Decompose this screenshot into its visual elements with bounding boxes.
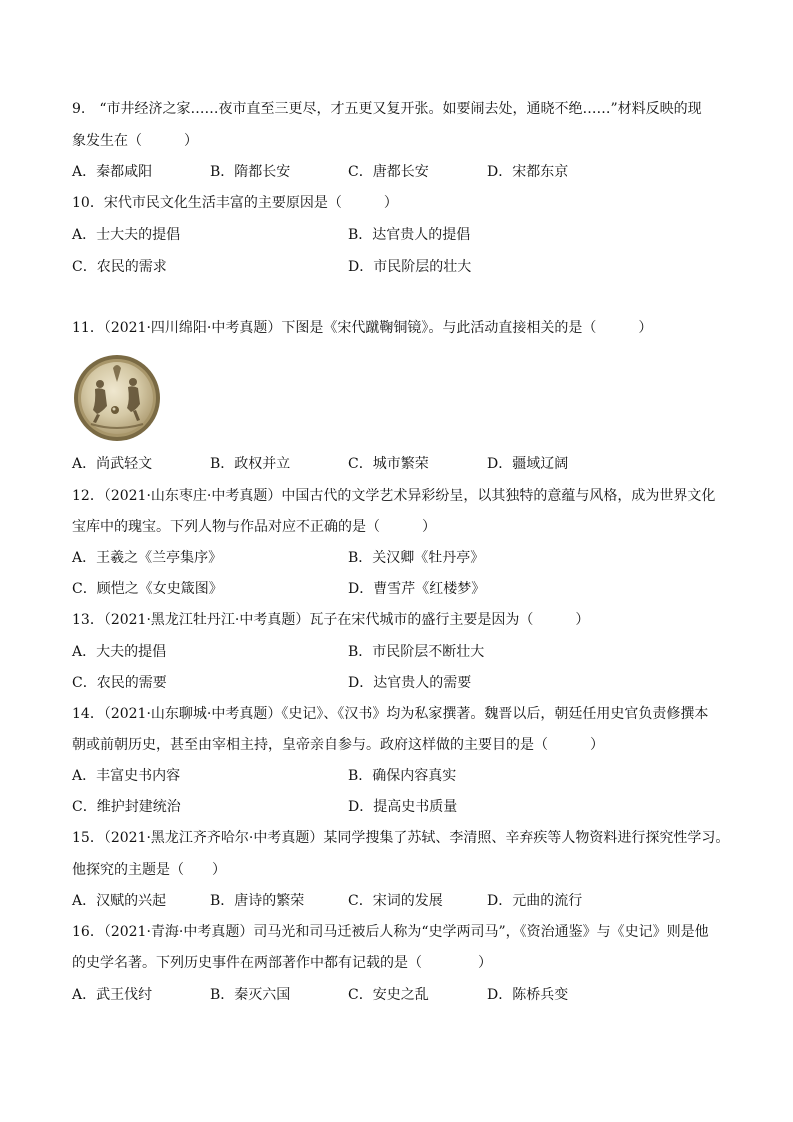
q14-option-b: B．确保内容真实 [348, 768, 457, 784]
q14-option-c: C．维护封建统治 [72, 799, 181, 815]
q11-option-c: C．城市繁荣 [348, 456, 429, 472]
q12-stem-line1: 12．（2021·山东枣庄·中考真题）中国古代的文学艺术异彩纷呈，以其独特的意蕴与风格，成为世界文化 [72, 488, 716, 504]
q9-option-a: A．秦都咸阳 [72, 164, 153, 180]
q11-stem: 11．（2021·四川绵阳·中考真题）下图是《宋代蹴鞠铜镜》。与此活动直接相关的是（ ） [72, 320, 653, 336]
q15-option-a: A．汉赋的兴起 [72, 893, 167, 909]
q13-option-b: B．市民阶层不断壮大 [348, 644, 485, 660]
q12-option-c: C．顾恺之《女史箴图》 [72, 581, 223, 597]
q9-option-d: D．宋都东京 [487, 164, 569, 180]
q10-stem: 10．宋代市民文化生活丰富的主要原因是（ ） [72, 195, 398, 211]
q14-stem-line2: 朝或前朝历史，甚至由宰相主持，皇帝亲自参与。政府这样做的主要目的是（ ） [72, 737, 604, 753]
q11-option-b: B．政权并立 [210, 456, 291, 472]
q16-stem-line2: 的史学名著。下列历史事件在两部著作中都有记载的是（ ） [72, 955, 492, 971]
q13-option-a: A．大夫的提倡 [72, 644, 167, 660]
q12-option-d: D．曹雪芹《红楼梦》 [348, 581, 486, 597]
q14-option-a: A．丰富史书内容 [72, 768, 181, 784]
q15-stem-line2: 他探究的主题是（ ） [72, 862, 226, 878]
q14-option-d: D．提高史书质量 [348, 799, 458, 815]
q12-stem-line2: 宝库中的瑰宝。下列人物与作品对应不正确的是（ ） [72, 519, 436, 535]
q9-stem-line1: 9. “市井经济之家……夜市直至三更尽，才五更又复开张。如要闹去处，通晓不绝……”材料反映的现 [72, 101, 702, 117]
q16-option-a: A．武王伐纣 [72, 987, 153, 1003]
q11-option-a: A．尚武轻文 [72, 456, 153, 472]
q9-option-c: C．唐都长安 [348, 164, 429, 180]
q16-stem-line1: 16．（2021·青海·中考真题）司马光和司马迁被后人称为“史学两司马”，《资治通鉴》与《史记》则是他 [72, 924, 709, 940]
q9-option-b: B．隋都长安 [210, 164, 291, 180]
bronze-mirror-image [73, 354, 161, 442]
q13-stem: 13．（2021·黑龙江牡丹江·中考真题）瓦子在宋代城市的盛行主要是因为（ ） [72, 612, 590, 628]
q10-option-b: B．达官贵人的提倡 [348, 227, 471, 243]
q13-option-d: D．达官贵人的需要 [348, 675, 472, 691]
q14-stem-line1: 14．（2021·山东聊城·中考真题）《史记》、《汉书》均为私家撰著。魏晋以后，朝廷任用史官负责修撰本 [72, 706, 709, 722]
q15-option-b: B．唐诗的繁荣 [210, 893, 305, 909]
q16-option-b: B．秦灭六国 [210, 987, 291, 1003]
q10-option-c: C．农民的需求 [72, 259, 167, 275]
q12-option-a: A．王羲之《兰亭集序》 [72, 550, 223, 566]
q15-option-c: C．宋词的发展 [348, 893, 443, 909]
q15-option-d: D．元曲的流行 [487, 893, 583, 909]
q9-stem-line2: 象发生在（ ） [72, 133, 198, 149]
q11-option-d: D．疆域辽阔 [487, 456, 569, 472]
q10-option-a: A．士大夫的提倡 [72, 227, 181, 243]
q16-option-c: C．安史之乱 [348, 987, 429, 1003]
q12-option-b: B．关汉卿《牡丹亭》 [348, 550, 485, 566]
q15-stem-line1: 15．（2021·黑龙江齐齐哈尔·中考真题）某同学搜集了苏轼、李清照、辛弃疾等人物资料进行探究性学习。 [72, 830, 730, 846]
q16-option-d: D．陈桥兵变 [487, 987, 569, 1003]
q13-option-c: C．农民的需要 [72, 675, 167, 691]
q10-option-d: D．市民阶层的壮大 [348, 259, 472, 275]
